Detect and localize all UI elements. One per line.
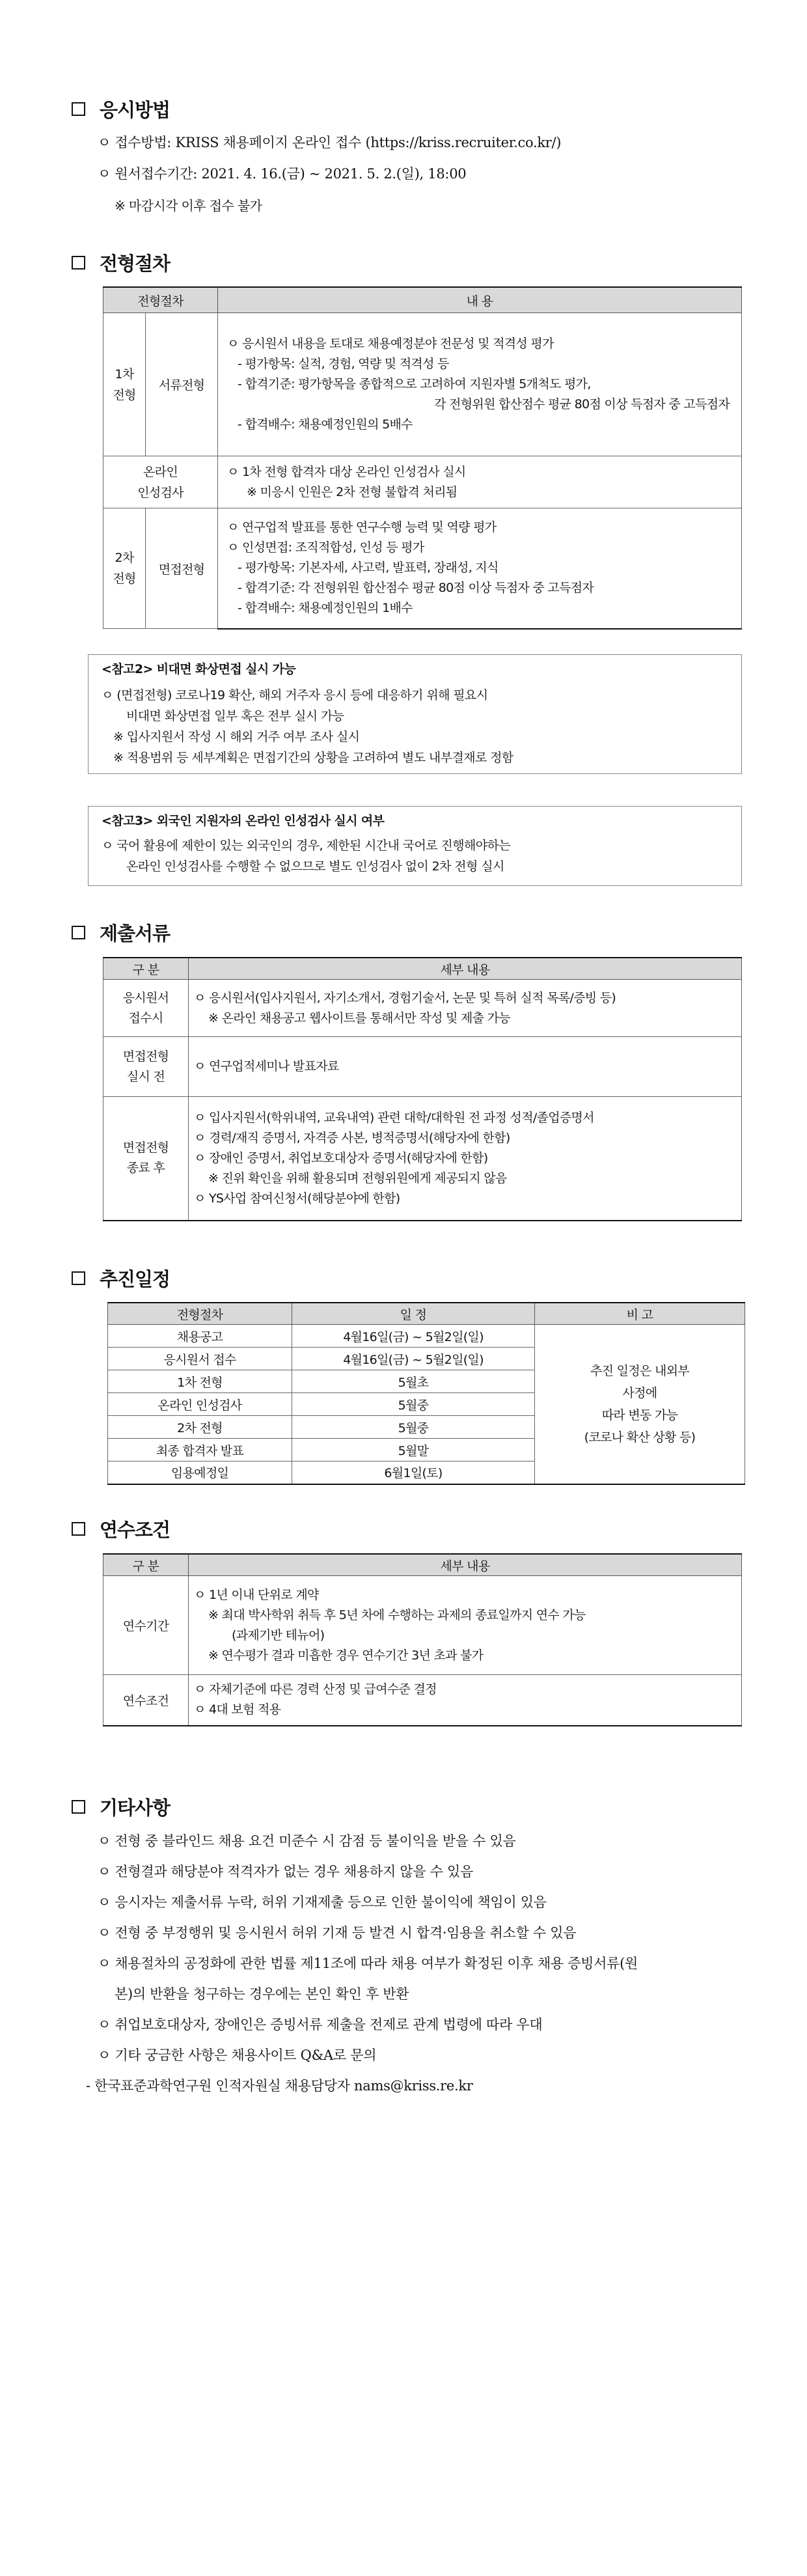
table-header: 전형절차 (103, 287, 218, 313)
note-box-2 (88, 654, 742, 774)
table-header: 일 정 (292, 1303, 535, 1325)
section-procedure-heading (72, 249, 170, 276)
table-header: 비 고 (535, 1303, 745, 1325)
row-label: 면접전형 실시 전 (103, 1037, 189, 1097)
stage-detail: ㅇ 1차 전형 합격자 대상 온라인 인성검사 실시 ※ 미응시 인원은 2차 전형 불합격 처리됨 (218, 456, 742, 508)
row-label: 응시원서 접수시 (103, 980, 189, 1037)
table-header: 세부 내용 (189, 958, 742, 980)
contact-line: - 한국표준과학연구원 인적자원실 채용담당자 nams@kriss.re.kr (86, 2078, 473, 2094)
note-line: ※ 적용범위 등 세부계획은 면접기간의 상황을 고려하여 별도 내부결재로 정함 (113, 751, 513, 765)
table-header: 구 분 (103, 958, 189, 980)
stage-label: 1차 전형 (103, 313, 146, 456)
schedule-remark: 추진 일정은 내외부 사정에 따라 변동 가능 (코로나 확산 상황 등) (535, 1325, 745, 1484)
schedule-step: 1차 전형 (108, 1370, 292, 1393)
table-row (103, 1576, 742, 1675)
etc-line: ㅇ 기타 궁금한 사항은 채용사이트 Q&A로 문의 (98, 2047, 377, 2063)
schedule-date: 5월초 (292, 1370, 535, 1393)
row-detail: ㅇ 연구업적세미나 발표자료 (189, 1037, 742, 1097)
schedule-date: 4월16일(금) ~ 5월2일(일) (292, 1348, 535, 1370)
etc-line: ㅇ 전형 중 블라인드 채용 요건 미준수 시 감점 등 불이익을 받을 수 있음 (98, 1833, 516, 1849)
table-row (103, 1675, 742, 1726)
schedule-date: 5월중 (292, 1393, 535, 1416)
schedule-step: 최종 합격자 발표 (108, 1439, 292, 1461)
square-bullet-icon (72, 1271, 85, 1285)
etc-line: ㅇ 응시자는 제출서류 누락, 허위 기재제출 등으로 인한 불이익에 책임이 있음 (98, 1894, 547, 1910)
etc-line: 본)의 반환을 청구하는 경우에는 본인 확인 후 반환 (115, 1986, 409, 2002)
table-header: 구 분 (103, 1554, 189, 1576)
training-table (103, 1553, 742, 1726)
schedule-date: 4월16일(금) ~ 5월2일(일) (292, 1325, 535, 1348)
note-heading: <참고2> 비대면 화상면접 실시 가능 (102, 662, 296, 676)
etc-line: ㅇ 전형 중 부정행위 및 응시원서 허위 기재 등 발견 시 합격·임용을 취소할 수 있음 (98, 1925, 577, 1941)
schedule-date: 6월1일(토) (292, 1461, 535, 1484)
documents-table (103, 957, 742, 1221)
square-bullet-icon (72, 102, 85, 116)
note-heading: <참고3> 외국인 지원자의 온라인 인성검사 실시 여부 (102, 814, 385, 828)
note-line: ㅇ 국어 활용에 제한이 있는 외국인의 경우, 제한된 시간내 국어로 진행해야하는 (102, 838, 510, 853)
etc-line: ㅇ 취업보호대상자, 장애인은 증빙서류 제출을 전제로 관계 법령에 따라 우대 (98, 2017, 543, 2032)
section-schedule-heading (72, 1265, 170, 1292)
stage-sublabel: 면접전형 (146, 508, 218, 629)
square-bullet-icon (72, 256, 85, 270)
section-documents-heading (72, 919, 170, 946)
table-row (103, 980, 742, 1037)
stage-detail: ㅇ 연구업적 발표를 통한 연구수행 능력 및 역량 평가 ㅇ 인성면접: 조직적합성, 인성 등 평가 - 평가항목: 기본자세, 사고력, 발표력, 장래성, 지식 - 합격기준: 각 전형위원 합산점수 평균 80점 이상 득점자 중 고득점자 - 합격배수: 채용예정인원의 1배수 (218, 508, 742, 629)
schedule-date: 5월말 (292, 1439, 535, 1461)
schedule-step: 온라인 인성검사 (108, 1393, 292, 1416)
section-etc-heading (72, 1794, 170, 1820)
table-row (103, 456, 742, 508)
note-line: 온라인 인성검사를 수행할 수 없으므로 별도 인성검사 없이 2차 전형 실시 (126, 859, 504, 874)
stage-label: 2차 전형 (103, 508, 146, 629)
table-row (103, 313, 742, 456)
note-box-3 (88, 806, 742, 886)
row-label: 연수조건 (103, 1675, 189, 1726)
section-training-heading (72, 1516, 170, 1542)
section-title: 응시방법 (100, 99, 171, 121)
apply-period-line: ㅇ 원서접수기간: 2021. 4. 16.(금) ~ 2021. 5. 2.(일), 18:00 (98, 166, 467, 182)
section-apply-heading (72, 96, 170, 122)
schedule-table (107, 1302, 745, 1485)
row-label: 연수기간 (103, 1576, 189, 1675)
square-bullet-icon (72, 926, 85, 939)
square-bullet-icon (72, 1522, 85, 1536)
procedure-table (103, 286, 742, 630)
section-title: 제출서류 (100, 922, 171, 945)
table-row (103, 508, 742, 629)
schedule-step: 2차 전형 (108, 1416, 292, 1439)
etc-line: ㅇ 채용절차의 공정화에 관한 법률 제11조에 따라 채용 여부가 확정된 이후 채용 증빙서류(원 (98, 1956, 638, 1971)
row-detail: ㅇ 자체기준에 따른 경력 산정 및 급여수준 결정 ㅇ 4대 보험 적용 (189, 1675, 742, 1726)
table-header: 내 용 (218, 287, 742, 313)
stage-detail: ㅇ 응시원서 내용을 토대로 채용예정분야 전문성 및 적격성 평가 - 평가항목: 실적, 경험, 역량 및 적격성 등 - 합격기준: 평가항목을 종합적으로 고려하여 지원자별 5개척도 평가, 각 전형위원 합산점수 평균 80점 이상 득점자 중 고득점자 - 합격배수: 채용예정인원의 5배수 (218, 313, 742, 456)
note-line: ㅇ (면접전형) 코로나19 확산, 해외 거주자 응시 등에 대응하기 위해 필요시 (102, 688, 488, 702)
square-bullet-icon (72, 1800, 85, 1814)
schedule-step: 임용예정일 (108, 1461, 292, 1484)
table-row (108, 1325, 745, 1348)
schedule-date: 5월중 (292, 1416, 535, 1439)
row-detail: ㅇ 응시원서(입사지원서, 자기소개서, 경험기술서, 논문 및 특허 실적 목록/증빙 등) ※ 온라인 채용공고 웹사이트를 통해서만 작성 및 제출 가능 (189, 980, 742, 1037)
note-line: 비대면 화상면접 일부 혹은 전부 실시 가능 (126, 709, 344, 723)
stage-label: 온라인 인성검사 (103, 456, 218, 508)
row-label: 면접전형 종료 후 (103, 1097, 189, 1221)
table-row (103, 1097, 742, 1221)
row-detail: ㅇ 입사지원서(학위내역, 교육내역) 관련 대학/대학원 전 과정 성적/졸업증명서 ㅇ 경력/재직 증명서, 자격증 사본, 병적증명서(해당자에 한함) ㅇ 장애인 증명서, 취업보호대상자 증명서(해당자에 한함) ※ 진위 확인을 위해 활용되며 전형위원에게 제공되지 않음 ㅇ YS사업 참여신청서(해당분야에 한함) (189, 1097, 742, 1221)
table-row (103, 1037, 742, 1097)
apply-deadline-note: ※ 마감시각 이후 접수 불가 (115, 198, 262, 214)
section-title: 전형절차 (100, 253, 171, 275)
stage-sublabel: 서류전형 (146, 313, 218, 456)
section-title: 연수조건 (100, 1519, 171, 1541)
section-title: 추진일정 (100, 1268, 171, 1290)
section-title: 기타사항 (100, 1797, 171, 1819)
etc-line: ㅇ 전형결과 해당분야 적격자가 없는 경우 채용하지 않을 수 있음 (98, 1864, 474, 1879)
table-header: 전형절차 (108, 1303, 292, 1325)
note-line: ※ 입사지원서 작성 시 해외 거주 여부 조사 실시 (113, 730, 360, 744)
row-detail: ㅇ 1년 이내 단위로 계약 ※ 최대 박사학위 취득 후 5년 차에 수행하는 과제의 종료일까지 연수 가능 (과제기반 테뉴어) ※ 연수평가 결과 미흡한 경우 연수기간 3년 초과 불가 (189, 1576, 742, 1675)
apply-method-line: ㅇ 접수방법: KRISS 채용페이지 온라인 접수 (https://kriss.recruiter.co.kr/) (98, 135, 562, 150)
table-header: 세부 내용 (189, 1554, 742, 1576)
schedule-step: 채용공고 (108, 1325, 292, 1348)
schedule-step: 응시원서 접수 (108, 1348, 292, 1370)
